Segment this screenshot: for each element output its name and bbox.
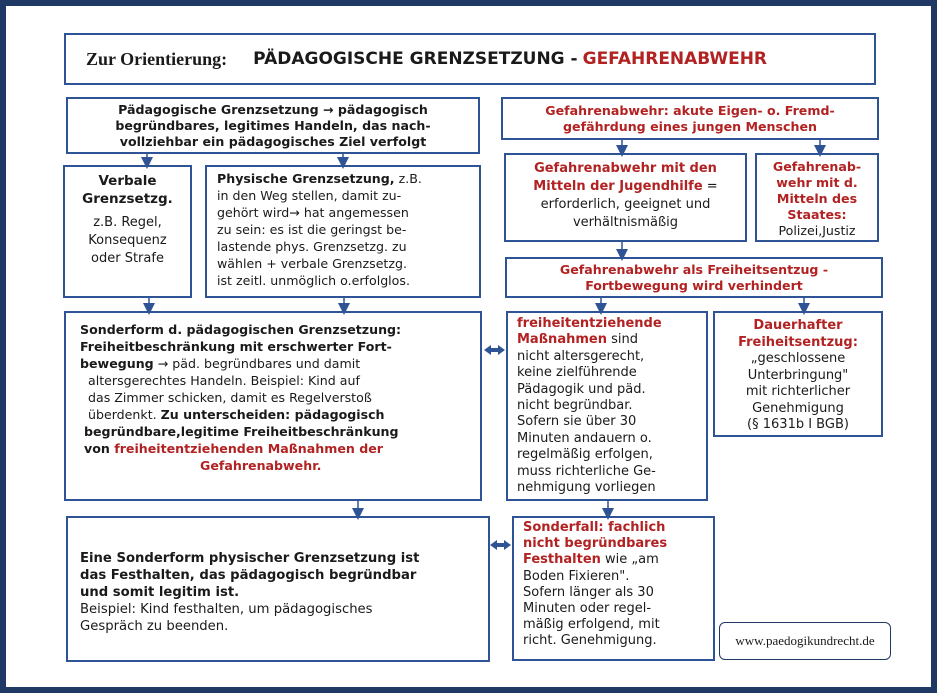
text-line: Minuten oder regel- bbox=[523, 601, 652, 617]
text-line: begründbares, legitimes Handeln, das nach- bbox=[115, 118, 431, 133]
text-line: Sofern sie über 30 bbox=[517, 414, 637, 430]
text-line: von bbox=[84, 441, 115, 456]
double-arrow bbox=[490, 540, 511, 550]
text-line: „geschlossene bbox=[750, 351, 846, 366]
website-link[interactable]: www.paedogikundrecht.de bbox=[719, 622, 891, 660]
text-line: erforderlich, geeignet und bbox=[540, 197, 711, 212]
text-line: Pädagogische Grenzsetzung → pädagogisch bbox=[118, 102, 428, 117]
text-line: Fortbewegung wird verhindert bbox=[585, 278, 803, 293]
text-line: Mitteln des bbox=[776, 191, 858, 206]
text-line: Sofern länger als 30 bbox=[523, 584, 654, 600]
text-line: ist zeitl. unmöglich o.erfolglos. bbox=[217, 273, 410, 288]
text-line: Grenzsetzg. bbox=[82, 191, 173, 207]
text-line: Polizei,Justiz bbox=[778, 223, 856, 238]
text-line: (§ 1631b I BGB) bbox=[747, 417, 849, 432]
text-line: Sonderform d. pädagogischen Grenzsetzung: bbox=[80, 322, 402, 337]
text-line: = bbox=[702, 179, 718, 194]
text-line: das Zimmer schicken, damit es Regelverstoß bbox=[88, 390, 372, 405]
text-line: lastende phys. Grenzsetzg. zu bbox=[217, 239, 407, 254]
text-line: Eine Sonderform physischer Grenzsetzung ist bbox=[80, 551, 420, 566]
text-line: überdenkt. bbox=[88, 407, 161, 422]
text-line: Gefahrenabwehr als Freiheitsentzug - bbox=[559, 262, 829, 277]
text-line: Gefahrenab- bbox=[772, 159, 862, 174]
text-line: nicht altersgerecht, bbox=[517, 348, 645, 364]
text-line: Konsequenz bbox=[88, 233, 167, 248]
text-line: Freiheitsentzug: bbox=[738, 334, 858, 350]
text-line: Genehmigung bbox=[752, 400, 844, 416]
text-line: Verbale bbox=[98, 173, 157, 189]
text-line: sind bbox=[606, 332, 638, 348]
text-line: Gespräch zu beenden. bbox=[80, 619, 229, 634]
text-line: altersgerechtes Handeln. Beispiel: Kind auf bbox=[88, 373, 360, 388]
text-line: das Festhalten, das pädagogisch begründbar bbox=[80, 568, 417, 583]
text-line: Freiheitbeschränkung mit erschwerter Fort- bbox=[80, 339, 392, 354]
text-line: Dauerhafter bbox=[753, 318, 843, 333]
text-line: z.B. bbox=[394, 171, 422, 186]
text-line: zu sein: es ist die geringst be- bbox=[217, 222, 407, 237]
text-line: Pädagogik und päd. bbox=[517, 381, 646, 397]
text-line: wehr mit d. bbox=[776, 175, 858, 190]
text-line: keine zielführende bbox=[517, 365, 637, 381]
text-line: Staates: bbox=[787, 207, 847, 222]
text-line: wählen + verbale Grenzsetzg. bbox=[217, 256, 407, 271]
title-highlight: GEFAHRENABWEHR bbox=[582, 49, 768, 69]
text-line: Maßnahmen bbox=[517, 332, 607, 348]
double-arrow bbox=[484, 345, 505, 355]
text-line: verhältnismäßig bbox=[572, 215, 679, 230]
title-main: PÄDAGOGISCHE GRENZSETZUNG - bbox=[253, 49, 578, 69]
text-line: gehört wird→ hat angemessen bbox=[217, 205, 409, 220]
text-line: vollziehbar ein pädagogisches Ziel verfolgt bbox=[119, 134, 427, 149]
text-line: z.B. Regel, bbox=[93, 215, 162, 230]
title-prefix: Zur Orientierung: bbox=[86, 48, 228, 69]
text-line: gefährdung eines jungen Menschen bbox=[563, 119, 817, 134]
text-line: Mitteln der Jugendhilfe bbox=[533, 179, 703, 194]
text-line: Gefahrenabwehr: akute Eigen- o. Fremd- bbox=[545, 103, 835, 118]
text-line: Festhalten bbox=[523, 552, 601, 568]
text-line: Physische Grenzsetzung, bbox=[217, 171, 395, 186]
text-line: Zu unterscheiden: pädagogisch bbox=[160, 407, 385, 422]
text-line: Gefahrenabwehr. bbox=[200, 458, 322, 473]
text-line: mit richterlicher bbox=[745, 384, 851, 399]
text-line: muss richterliche Ge- bbox=[517, 463, 656, 479]
text-line: begründbare,legitime Freiheitbeschränkung bbox=[84, 424, 399, 439]
text-line: bewegung bbox=[80, 356, 154, 371]
text-line: wie „am bbox=[600, 552, 659, 568]
text-line: freiheitentziehende bbox=[517, 316, 662, 331]
text-line: Minuten andauern o. bbox=[517, 430, 652, 446]
text-line: nicht begründbares bbox=[523, 536, 668, 552]
text-line: Gefahrenabwehr mit den bbox=[534, 161, 717, 176]
text-line: in den Weg stellen, damit zu- bbox=[217, 188, 402, 203]
text-line: → päd. begründbares und damit bbox=[153, 356, 361, 371]
text-line: und somit legitim ist. bbox=[80, 585, 240, 600]
text-line: nehmigung vorliegen bbox=[517, 480, 656, 496]
text-line: nicht begründbar. bbox=[517, 398, 633, 414]
text-line: oder Strafe bbox=[91, 251, 164, 266]
text-line: Unterbringung" bbox=[747, 367, 849, 383]
text-line: freiheitentziehenden Maßnahmen der bbox=[114, 441, 384, 456]
text-line: Boden Fixieren". bbox=[523, 568, 630, 584]
text-line: richt. Genehmigung. bbox=[523, 633, 657, 649]
text-line: Sonderfall: fachlich bbox=[523, 520, 666, 535]
text-line: mäßig erfolgend, mit bbox=[523, 617, 660, 633]
text-line: Beispiel: Kind festhalten, um pädagogisches bbox=[80, 602, 373, 617]
text-line: regelmäßig erfolgen, bbox=[517, 447, 653, 463]
